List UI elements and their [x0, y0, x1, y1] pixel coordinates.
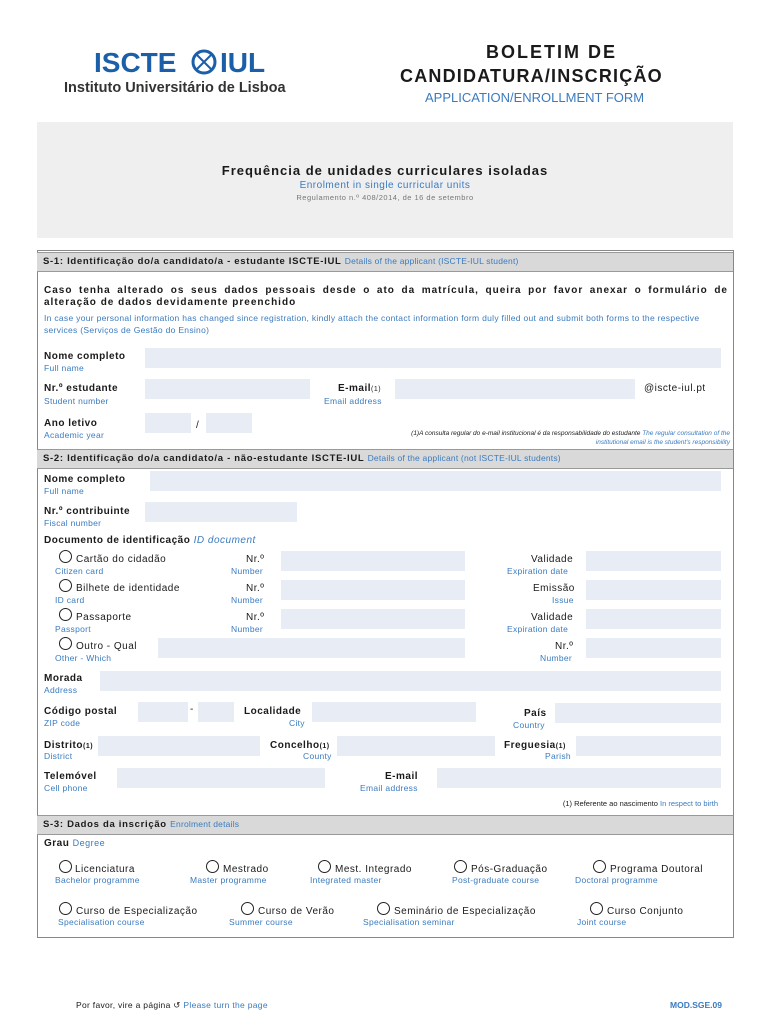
- s2-phone-label: Telemóvel: [44, 771, 97, 782]
- degree-specialisation-course-en: Specialisation course: [58, 917, 145, 927]
- doc-passport-label: Passaporte: [76, 612, 132, 623]
- s2-address-label: Morada: [44, 673, 83, 684]
- degree-doctoral-radio[interactable]: [593, 860, 606, 873]
- s1-heading: S-1: Identificação do/a candidato/a - estudante ISCTE-IUL: [43, 256, 342, 267]
- s1-email-domain: @iscte-iul.pt: [644, 383, 706, 394]
- s2-phone-en: Cell phone: [44, 783, 88, 793]
- degree-doctoral-label: Programa Doutoral: [610, 864, 703, 875]
- doc-other-en: Other - Which: [55, 653, 112, 663]
- form-title-en: APPLICATION/ENROLLMENT FORM: [425, 90, 645, 105]
- doc-passport-en: Passport: [55, 624, 91, 634]
- s1-year-label: Ano letivo: [44, 418, 98, 429]
- s2-zip-en: ZIP code: [44, 718, 81, 728]
- institution-name: Instituto Universitário de Lisboa: [64, 80, 286, 96]
- s2-full-name-input[interactable]: [150, 471, 721, 491]
- degree-master-radio[interactable]: [206, 860, 219, 873]
- degree-summer-course-en: Summer course: [229, 917, 293, 927]
- doc-passport-right-label: Validade: [531, 612, 574, 623]
- s1-footnote: [400, 429, 730, 447]
- doc-id-issue-input[interactable]: [586, 580, 721, 600]
- section-s3-header: [37, 815, 733, 835]
- degree-doctoral-en: Doctoral programme: [575, 875, 658, 885]
- doc-other-which-input[interactable]: [158, 638, 465, 658]
- doc-id-number-input[interactable]: [281, 580, 465, 600]
- doc-id-card-en: ID card: [55, 595, 85, 605]
- s2-county-input[interactable]: [337, 736, 495, 756]
- s2-fiscal-label: Nr.º contribuinte: [44, 506, 131, 517]
- s2-name-label: Nome completo: [44, 474, 126, 485]
- s1-footnote-en: The regular consultation of the institutional email is the student's responsibility: [595, 430, 730, 446]
- s2-country-en: Country: [513, 720, 545, 730]
- doc-other-radio[interactable]: [59, 637, 72, 650]
- s3-heading-en: Enrolment details: [170, 819, 240, 829]
- s2-city-input[interactable]: [312, 702, 476, 722]
- doc-citizen-number-input[interactable]: [281, 551, 465, 571]
- degree-postgraduate-en: Post-graduate course: [452, 875, 540, 885]
- section-s1-header: [37, 252, 733, 272]
- degree-bachelor-en: Bachelor programme: [55, 875, 140, 885]
- doc-other-label: Outro - Qual: [76, 641, 138, 652]
- form-title-line2: CANDIDATURA/INSCRIÇÃO: [400, 66, 663, 86]
- s2-parish-label: Freguesia(1): [504, 740, 566, 751]
- logo: [94, 44, 274, 78]
- s1-email-label: E-mail(1): [338, 383, 382, 394]
- section-s2-header: [37, 449, 733, 469]
- doc-citizen-nr-en: Number: [231, 566, 264, 576]
- svg-text:ISCTE: ISCTE: [94, 47, 177, 78]
- doc-id-card-radio[interactable]: [59, 579, 72, 592]
- s2-district-input[interactable]: [98, 736, 260, 756]
- doc-id-nr-en: Number: [231, 595, 264, 605]
- s2-district-en: District: [44, 751, 73, 761]
- s1-year-en: Academic year: [44, 430, 105, 440]
- doc-passport-right-en: Expiration date: [507, 624, 569, 634]
- s2-birth-note: (1) Referente ao nascimento In respect to birth: [562, 799, 718, 808]
- degree-joint-course-label: Curso Conjunto: [607, 906, 684, 917]
- s1-email-input[interactable]: [395, 379, 635, 399]
- degree-specialisation-seminar-en: Specialisation seminar: [363, 917, 455, 927]
- s2-parish-en: Parish: [545, 751, 571, 761]
- degree-summer-course-radio[interactable]: [241, 902, 254, 915]
- s1-name-en: Full name: [44, 363, 85, 373]
- s2-parish-input[interactable]: [576, 736, 721, 756]
- doc-id-card-label: Bilhete de identidade: [76, 583, 180, 594]
- doc-citizen-expiration-input[interactable]: [586, 551, 721, 571]
- degree-summer-course-label: Curso de Verão: [258, 906, 335, 917]
- degree-master-en: Master programme: [190, 875, 267, 885]
- s2-heading: S-2: Identificação do/a candidato/a - não-estudante ISCTE-IUL: [43, 453, 365, 464]
- degree-postgraduate-radio[interactable]: [454, 860, 467, 873]
- degree-master-label: Mestrado: [223, 864, 269, 875]
- doc-id-right-en: Issue: [552, 595, 574, 605]
- s1-heading-en: Details of the applicant (ISCTE-IUL student): [344, 256, 519, 266]
- s2-city-en: City: [289, 718, 305, 728]
- s3-degree-label: Grau Degree: [44, 838, 106, 849]
- degree-specialisation-seminar-radio[interactable]: [377, 902, 390, 915]
- s2-email-input[interactable]: [437, 768, 721, 788]
- s2-heading-en: Details of the applicant (not ISCTE-IUL students): [367, 453, 561, 463]
- degree-specialisation-course-radio[interactable]: [59, 902, 72, 915]
- doc-passport-radio[interactable]: [59, 608, 72, 621]
- s1-student-number-input[interactable]: [145, 379, 310, 399]
- s2-zip-part2-input[interactable]: [198, 702, 234, 722]
- s1-year-separator: /: [196, 420, 200, 431]
- s2-zip-label: Código postal: [44, 706, 118, 717]
- footer-form-code: MOD.SGE.09: [670, 1000, 722, 1010]
- s2-fiscal-en: Fiscal number: [44, 518, 102, 528]
- s2-phone-input[interactable]: [117, 768, 325, 788]
- degree-integrated-master-label: Mest. Integrado: [335, 864, 412, 875]
- s2-county-en: County: [303, 751, 332, 761]
- doc-other-nr-en: Number: [540, 653, 573, 663]
- form-title-line1: BOLETIM DE: [486, 42, 617, 62]
- s3-heading: S-3: Dados da inscrição: [43, 819, 167, 830]
- s2-address-en: Address: [44, 685, 78, 695]
- doc-other-number-input[interactable]: [586, 638, 721, 658]
- s1-email-en: Email address: [324, 396, 382, 406]
- degree-integrated-master-radio[interactable]: [318, 860, 331, 873]
- s2-name-en: Full name: [44, 486, 85, 496]
- s2-district-label: Distrito(1): [44, 740, 94, 751]
- degree-postgraduate-label: Pós-Graduação: [471, 864, 548, 875]
- s2-fiscal-number-input[interactable]: [145, 502, 297, 522]
- degree-joint-course-en: Joint course: [577, 917, 627, 927]
- doc-passport-nr-en: Number: [231, 624, 264, 634]
- doc-citizen-card-radio[interactable]: [59, 550, 72, 563]
- degree-integrated-master-en: Integrated master: [310, 875, 382, 885]
- doc-passport-nr-label: Nr.º: [246, 612, 265, 623]
- s2-zip-separator: -: [190, 704, 194, 715]
- degree-bachelor-radio[interactable]: [59, 860, 72, 873]
- doc-citizen-card-label: Cartão do cidadão: [76, 554, 167, 565]
- s2-country-input[interactable]: [555, 703, 721, 723]
- s2-county-label: Concelho(1): [270, 740, 330, 751]
- s1-notice-en: In case your personal information has changed since registration, kindly attach the contact information form duly filled out and submit both forms to the respective services (Serviços de Gestão do Ensino): [44, 313, 700, 335]
- s1-notice: Caso tenha alterado os seus dados pessoais desde o ato da matrícula, queira por favor anexar o formulário de alteração de dados devidamente preenchido: [44, 285, 728, 308]
- doc-citizen-card-en: Citizen card: [55, 566, 104, 576]
- doc-passport-number-input[interactable]: [281, 609, 465, 629]
- s2-doc-label: Documento de identificação ID document: [44, 535, 256, 546]
- s1-name-label: Nome completo: [44, 351, 126, 362]
- degree-bachelor-label: Licenciatura: [75, 864, 135, 875]
- banner-title: Frequência de unidades curriculares isoladas: [221, 163, 549, 178]
- s2-city-label: Localidade: [244, 706, 302, 717]
- s1-student-en: Student number: [44, 396, 109, 406]
- s2-zip-part1-input[interactable]: [138, 702, 188, 722]
- s1-footnote-pt: (1)A consulta regular do e-mail institucional é da responsabilidade do estudante: [411, 430, 641, 437]
- s1-full-name-input[interactable]: [145, 348, 721, 368]
- doc-other-nr-label: Nr.º: [555, 641, 574, 652]
- s2-email-en: Email address: [360, 783, 418, 793]
- doc-citizen-nr-label: Nr.º: [246, 554, 265, 565]
- s1-student-label: Nr.º estudante: [44, 383, 119, 394]
- s1-year-start-input[interactable]: [145, 413, 191, 433]
- banner-subtitle: Enrolment in single curricular units: [299, 180, 471, 191]
- doc-id-right-label: Emissão: [533, 583, 575, 594]
- doc-citizen-right-en: Expiration date: [507, 566, 569, 576]
- doc-passport-expiration-input[interactable]: [586, 609, 721, 629]
- svg-text:IUL: IUL: [220, 47, 266, 78]
- s2-email-label: E-mail: [385, 771, 419, 782]
- s1-year-end-input[interactable]: [206, 413, 252, 433]
- footer-turn-page: Por favor, vire a página ↺ Please turn the page: [76, 1000, 268, 1010]
- banner-regulation: Regulamento n.º 408/2014, de 16 de setembro: [296, 193, 474, 202]
- degree-specialisation-seminar-label: Seminário de Especialização: [394, 906, 536, 917]
- doc-id-nr-label: Nr.º: [246, 583, 265, 594]
- s2-country-label: País: [524, 708, 547, 719]
- degree-joint-course-radio[interactable]: [590, 902, 603, 915]
- doc-citizen-right-label: Validade: [531, 554, 574, 565]
- s2-address-input[interactable]: [100, 671, 721, 691]
- degree-specialisation-course-label: Curso de Especialização: [76, 906, 198, 917]
